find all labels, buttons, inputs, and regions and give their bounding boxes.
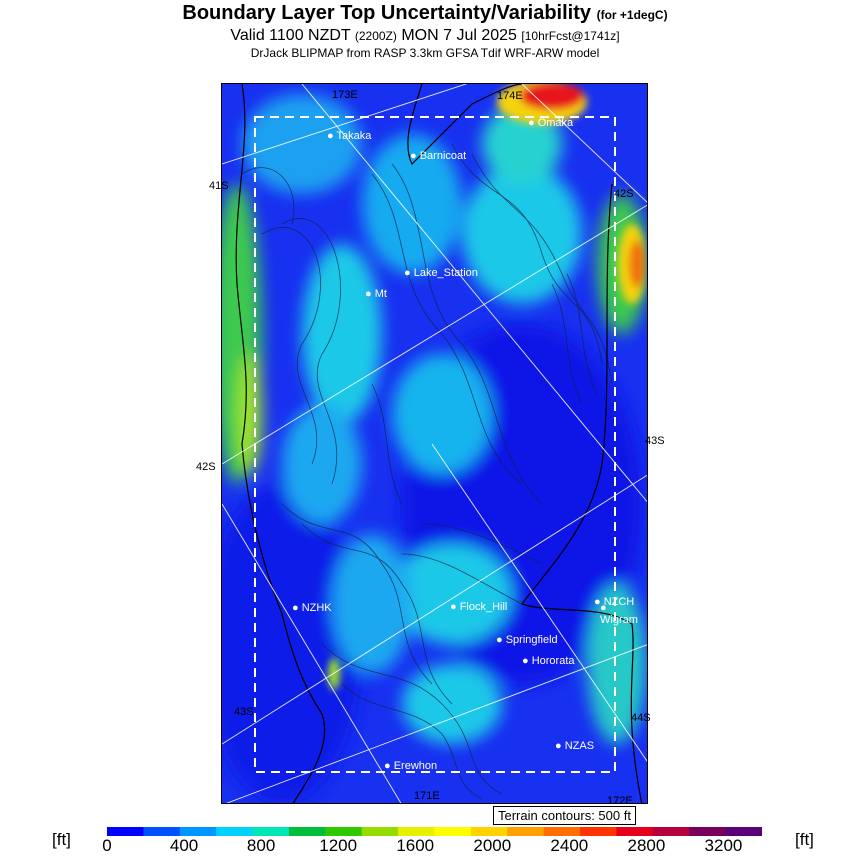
place-lake-station: ● Lake_Station — [404, 267, 478, 279]
title-text: Boundary Layer Top Uncertainty/Variability — [182, 2, 592, 24]
place-label: Omaka — [537, 117, 574, 129]
colorbar-tick-label: 3200 — [704, 836, 743, 855]
grid-label-44s: 44S — [631, 712, 651, 724]
grid-label-174e: 174E — [497, 90, 523, 102]
colorbar-swatch — [143, 827, 180, 836]
grid-label-42s-east: 42S — [614, 188, 634, 200]
colorbar-swatch — [580, 827, 617, 836]
map-panel — [221, 83, 648, 804]
grid-label-172e: 172E — [607, 795, 633, 804]
place-label: Lake_Station — [413, 267, 478, 279]
valid-utc: (2200Z) — [354, 29, 397, 43]
colorbar-swatch — [325, 827, 362, 836]
colorbar-tick-label: 400 — [169, 836, 199, 855]
colorbar-swatch — [653, 827, 690, 836]
grid-label-43s-east: 43S — [645, 435, 665, 447]
colorbar-swatch — [107, 827, 144, 836]
place-omaka: ● Omaka — [528, 117, 574, 129]
place-label: NZHK — [301, 602, 332, 614]
colorbar — [107, 827, 762, 836]
place-label: Barnicoat — [419, 150, 467, 162]
valid-prefix: Valid 1100 NZDT — [230, 27, 351, 44]
place-hororata: ● Hororata — [522, 655, 575, 667]
place-wigram: ● Wigram — [600, 602, 638, 626]
place-nzhk: ● NZHK — [292, 602, 332, 614]
place-label: Springfield — [505, 634, 558, 646]
place-label: NZCH — [603, 596, 635, 608]
colorbar-tick-label: 0 — [102, 836, 112, 855]
colorbar-swatch — [398, 827, 435, 836]
colorbar-swatch — [544, 827, 581, 836]
place-nzas: ● NZAS — [555, 740, 595, 752]
place-label: Mt — [374, 288, 387, 300]
place-label: Wigram — [600, 614, 638, 626]
colorbar-tick-label: 2400 — [550, 836, 589, 855]
place-label: Hororata — [531, 655, 575, 667]
colorbar-swatch — [180, 827, 217, 836]
colorbar-swatch — [362, 827, 399, 836]
place-barnicoat: ● Barnicoat — [410, 150, 467, 162]
colorbar-tick-label: 1600 — [396, 836, 435, 855]
chart-title — [0, 2, 850, 25]
place-takaka: ● Takaka — [327, 130, 372, 142]
grid-label-41s: 41S — [209, 180, 229, 192]
colorbar-tick-label: 1200 — [319, 836, 358, 855]
grid-label-43s-west: 43S — [234, 706, 254, 718]
model-line: DrJack BLIPMAP from RASP 3.3km GFSA Tdif WRF-ARW model — [250, 46, 600, 60]
valid-date: MON 7 Jul 2025 — [401, 27, 517, 44]
colorbar-tick-label: 2000 — [473, 836, 512, 855]
colorbar-swatch — [689, 827, 726, 836]
colorbar-unit-right: [ft] — [795, 830, 814, 849]
place-label: Flock_Hill — [459, 601, 508, 613]
colorbar-swatch — [216, 827, 253, 836]
colorbar-swatch — [289, 827, 326, 836]
terrain-contour-note: Terrain contours: 500 ft — [493, 806, 636, 825]
title-note: (for +1degC) — [596, 8, 668, 22]
grid-label-173e: 173E — [332, 89, 358, 101]
map-field — [222, 84, 648, 804]
colorbar-swatch — [253, 827, 290, 836]
colorbar-tick-label: 800 — [246, 836, 276, 855]
forecast-info: [10hrFcst@1741z] — [521, 29, 620, 43]
place-erewhon: ● Erewhon — [384, 760, 438, 772]
place-springfield: ● Springfield — [496, 634, 558, 646]
valid-time — [0, 27, 850, 45]
colorbar-tick-label: 2800 — [627, 836, 666, 855]
place-label: NZAS — [564, 740, 595, 752]
colorbar-swatch — [616, 827, 653, 836]
place-label: Erewhon — [393, 760, 438, 772]
colorbar-swatch — [435, 827, 472, 836]
colorbar-swatch — [507, 827, 544, 836]
colorbar-swatch — [726, 827, 762, 836]
place-nzch: ● NZCH — [594, 596, 635, 608]
place-mt: ● Mt — [365, 288, 387, 300]
grid-label-171e: 171E — [414, 790, 440, 802]
grid-label-42s-west: 42S — [196, 461, 216, 473]
place-flock-hill: ● Flock_Hill — [450, 601, 508, 613]
colorbar-unit-left: [ft] — [52, 830, 71, 849]
colorbar-swatch — [471, 827, 508, 836]
place-label: Takaka — [336, 130, 372, 142]
